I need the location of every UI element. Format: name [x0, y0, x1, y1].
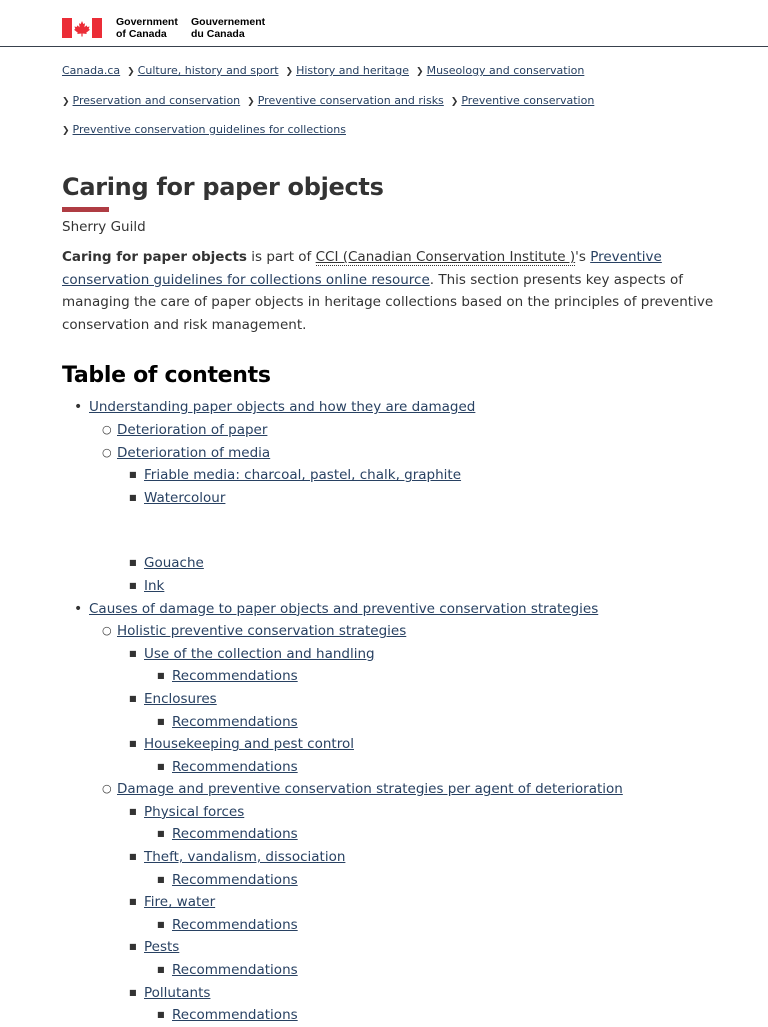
bullet-icon: ○ — [102, 624, 112, 638]
breadcrumb-item — [247, 90, 444, 113]
intro-bold-title: Caring for paper objects — [62, 249, 247, 265]
signature-french[interactable]: Gouvernement du Canada — [191, 16, 266, 40]
main-content — [62, 170, 722, 1027]
chevron-right-icon: ❯ — [416, 67, 424, 77]
toc-item — [62, 801, 722, 824]
bullet-icon: ■ — [129, 558, 137, 568]
breadcrumb-row — [62, 119, 742, 149]
breadcrumb-link[interactable]: Canada.ca — [62, 64, 121, 77]
toc-item — [62, 936, 722, 959]
breadcrumb-item — [416, 60, 584, 83]
chevron-right-icon: ❯ — [62, 126, 70, 136]
toc-item — [62, 643, 722, 666]
title-underline — [62, 207, 109, 212]
toc-link[interactable]: Housekeeping and pest control — [144, 736, 354, 753]
bullet-icon: ■ — [157, 671, 165, 681]
toc-link[interactable]: Recommendations — [172, 713, 298, 730]
toc-item — [62, 711, 722, 734]
toc-item — [62, 1004, 722, 1027]
bullet-icon: ■ — [157, 829, 165, 839]
toc-link[interactable]: Understanding paper objects and how they are damaged — [89, 399, 476, 416]
page-title: Caring for paper objects — [62, 173, 384, 201]
toc-link[interactable]: Fire, water — [144, 894, 216, 911]
breadcrumb-item — [127, 60, 278, 83]
bullet-icon: ■ — [129, 897, 137, 907]
breadcrumb-link[interactable]: Preventive conservation — [461, 93, 595, 107]
table-of-contents — [62, 396, 722, 1026]
toc-link[interactable]: Recommendations — [172, 826, 298, 843]
toc-link[interactable]: Use of the collection and handling — [144, 645, 375, 662]
breadcrumb-link[interactable]: Culture, history and sport — [137, 64, 279, 77]
toc-link[interactable]: Physical forces — [144, 803, 245, 820]
toc-link[interactable]: Gouache — [144, 555, 204, 572]
toc-link[interactable]: Recommendations — [172, 1007, 298, 1024]
bullet-icon: ■ — [157, 965, 165, 975]
canada-flag-icon[interactable] — [62, 18, 102, 38]
toc-item — [62, 733, 722, 756]
bullet-icon: ■ — [157, 716, 165, 726]
toc-item — [62, 665, 722, 688]
bullet-icon: ○ — [102, 782, 112, 796]
bullet-icon: ■ — [129, 806, 137, 816]
chevron-right-icon: ❯ — [450, 96, 459, 107]
toc-link[interactable]: Enclosures — [144, 690, 217, 707]
toc-item — [62, 756, 722, 779]
bullet-icon: ■ — [129, 470, 137, 480]
toc-link[interactable]: Theft, vandalism, dissociation — [144, 849, 346, 866]
bullet-icon: • — [74, 600, 83, 617]
breadcrumb-item — [62, 60, 120, 82]
toc-item — [62, 464, 722, 487]
author-name: Sherry Guild — [62, 219, 146, 235]
bullet-icon: ■ — [157, 761, 165, 771]
bullet-icon: ■ — [129, 492, 137, 502]
bullet-icon: ■ — [157, 874, 165, 884]
toc-link[interactable]: Recommendations — [172, 962, 298, 979]
breadcrumb-item — [62, 90, 240, 113]
guidelines-link[interactable]: Preventive conservation guidelines for collections online resource — [62, 249, 662, 288]
breadcrumb — [62, 60, 742, 149]
toc-link[interactable]: Recommendations — [172, 916, 298, 933]
toc-link[interactable]: Friable media: charcoal, pastel, chalk, graphite — [144, 467, 462, 484]
bullet-icon: ■ — [129, 648, 137, 658]
toc-item — [62, 914, 722, 937]
toc-item — [62, 620, 722, 643]
breadcrumb-link[interactable]: Preventive conservation and risks — [257, 93, 444, 107]
breadcrumb-link[interactable]: Preservation and conservation — [72, 93, 241, 107]
chevron-right-icon: ❯ — [62, 96, 70, 107]
signature-english[interactable]: Government of Canada — [116, 16, 178, 40]
toc-spacer — [62, 509, 722, 552]
breadcrumb-item — [451, 90, 595, 113]
site-header — [0, 0, 768, 47]
toc-item — [62, 442, 722, 465]
toc-item — [62, 396, 722, 419]
breadcrumb-link[interactable]: Museology and conservation — [426, 64, 585, 77]
breadcrumb-link[interactable]: History and heritage — [296, 64, 410, 77]
bullet-icon: ○ — [102, 445, 112, 459]
bullet-icon: ■ — [129, 942, 137, 952]
chevron-right-icon: ❯ — [247, 96, 255, 107]
toc-link[interactable]: Recommendations — [172, 758, 298, 775]
toc-item — [62, 891, 722, 914]
chevron-right-icon: ❯ — [127, 67, 135, 77]
bullet-icon: ■ — [129, 580, 137, 590]
toc-link[interactable]: Deterioration of media — [117, 444, 271, 461]
toc-item — [62, 419, 722, 442]
breadcrumb-row — [62, 60, 742, 90]
toc-item — [62, 959, 722, 982]
toc-link[interactable]: Recommendations — [172, 668, 298, 685]
bullet-icon: ○ — [102, 422, 112, 436]
bullet-icon: ■ — [129, 852, 137, 862]
toc-link[interactable]: Deterioration of paper — [117, 421, 268, 438]
breadcrumb-item — [286, 60, 410, 83]
breadcrumb-item — [62, 119, 346, 142]
toc-link[interactable]: Watercolour — [144, 489, 226, 506]
toc-item — [62, 688, 722, 711]
intro-paragraph: Caring for paper objects is part of CCI (Canadian Conservation Institute )'s Preventive conservation guidelines for collections online resource. This section presents key aspects of managing the care of paper objects in heritage collections based on the principles of preventive conservation and risk management. — [62, 249, 714, 333]
toc-item — [62, 575, 722, 598]
toc-heading: Table of contents — [62, 363, 271, 389]
bullet-icon: ■ — [129, 693, 137, 703]
toc-link[interactable]: Recommendations — [172, 871, 298, 888]
toc-link[interactable]: Pollutants — [144, 984, 211, 1001]
toc-item — [62, 778, 722, 801]
breadcrumb-row — [62, 90, 742, 120]
bullet-icon: ■ — [157, 919, 165, 929]
chevron-right-icon: ❯ — [285, 67, 294, 77]
bullet-icon: ■ — [157, 1010, 165, 1020]
toc-link[interactable]: Damage and preventive conservation strategies per agent of deterioration — [117, 781, 623, 798]
cci-abbreviation[interactable]: CCI (Canadian Conservation Institute ) — [315, 249, 576, 265]
toc-link[interactable]: Holistic preventive conservation strategies — [117, 623, 407, 640]
toc-link[interactable]: Causes of damage to paper objects and preventive conservation strategies — [89, 600, 599, 617]
toc-link[interactable]: Ink — [144, 577, 165, 594]
bullet-icon: • — [74, 399, 83, 416]
toc-item — [62, 869, 722, 892]
toc-item — [62, 552, 722, 575]
toc-item — [62, 598, 722, 621]
toc-item — [62, 846, 722, 869]
bullet-icon: ■ — [129, 739, 137, 749]
toc-item — [62, 982, 722, 1005]
breadcrumb-link[interactable]: Preventive conservation guidelines for collections — [72, 123, 346, 136]
toc-item — [62, 487, 722, 510]
bullet-icon: ■ — [129, 987, 137, 997]
toc-link[interactable]: Pests — [144, 939, 180, 956]
toc-item — [62, 823, 722, 846]
